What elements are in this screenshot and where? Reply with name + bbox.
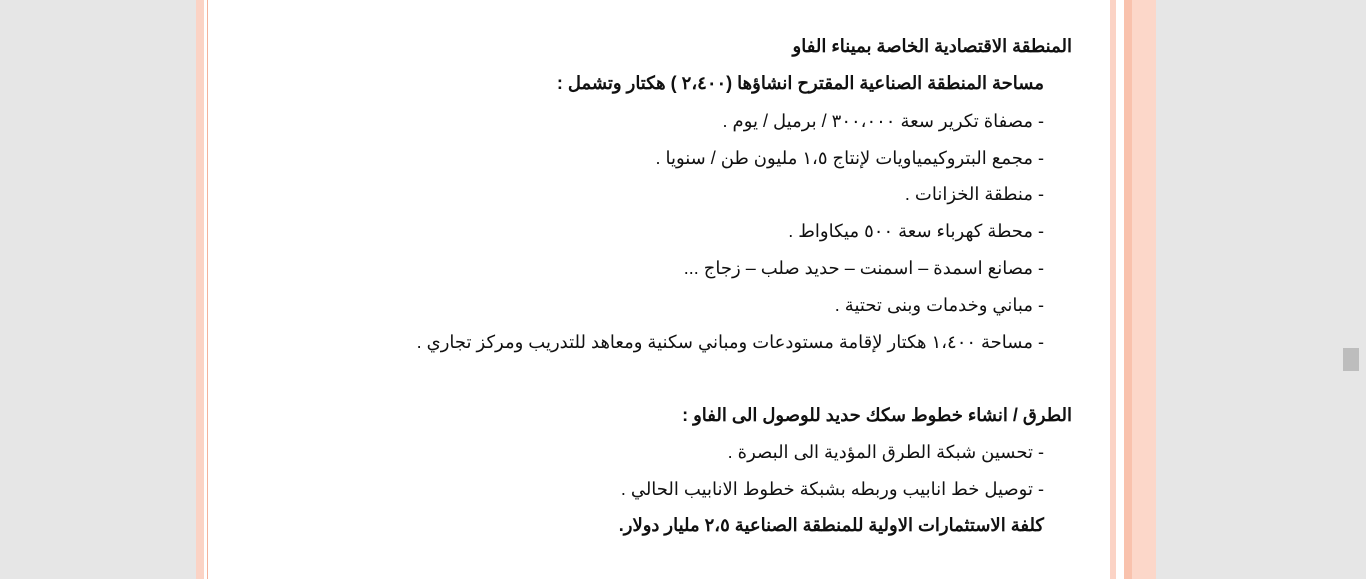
page-border-left-inner [204, 0, 208, 579]
section1-subtitle: مساحة المنطقة الصناعية المقترح انشاؤها (٢،٤٠٠ ) هكتار وتشمل : [556, 73, 1044, 93]
scrollbar-thumb[interactable] [1343, 348, 1359, 371]
list-item: - مباني وخدمات وبنى تحتية . [834, 295, 1044, 315]
list-item: - محطة كهرباء سعة ٥٠٠ ميكاواط . [788, 221, 1044, 241]
page-border-left [196, 0, 204, 579]
list-item: - مصانع اسمدة – اسمنت – حديد صلب – زجاج ... [683, 258, 1044, 278]
section1-title: المنطقة الاقتصادية الخاصة بميناء الفاو [792, 36, 1072, 56]
list-item: - مساحة ١،٤٠٠ هكتار لإقامة مستودعات ومباني سكنية ومعاهد للتدريب ومركز تجاري . [416, 332, 1044, 352]
section2-title: الطرق / انشاء خطوط سكك حديد للوصول الى الفاو : [682, 405, 1072, 425]
list-item: - منطقة الخزانات . [904, 184, 1044, 204]
list-item: - توصيل خط انابيب وربطه بشبكة خطوط الانابيب الحالي . [620, 479, 1044, 499]
list-item: - مجمع البتروكيمياويات لإنتاج ١،٥ مليون طن / سنويا . [655, 148, 1044, 168]
cost-statement: كلفة الاستثمارات الاولية للمنطقة الصناعية ٢،٥ مليار دولار. [618, 515, 1044, 535]
list-item: - تحسين شبكة الطرق المؤدية الى البصرة . [727, 442, 1044, 462]
page-border-right-stripe [1124, 0, 1132, 579]
page-border-right-gap [1116, 0, 1124, 579]
document-content [300, 0, 1072, 579]
page-border-right-outer [1132, 0, 1156, 579]
list-item: - مصفاة تكرير سعة ٣٠٠،٠٠٠ / برميل / يوم . [722, 111, 1044, 131]
